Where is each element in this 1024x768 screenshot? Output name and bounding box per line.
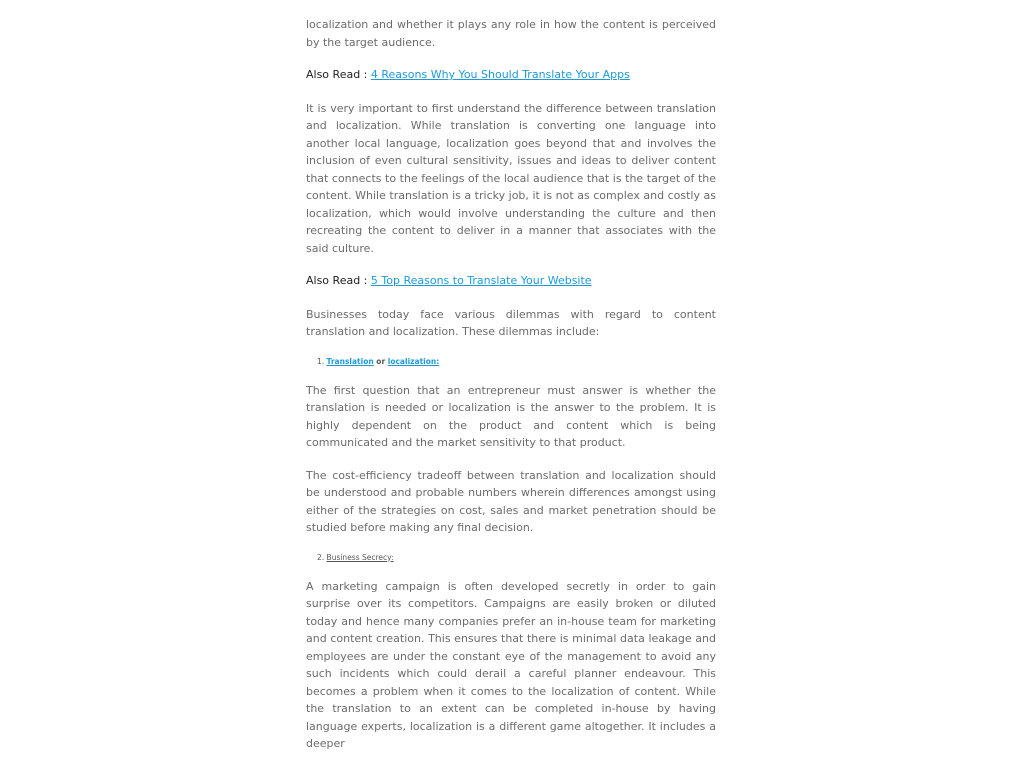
paragraph-cost-efficiency: The cost-efficiency tradeoff between translation and localization should be understood and probable numbers wherein differences amongst using either of the strategies on cost, sales and market penetration should be studied before making any final decision. (306, 468, 716, 534)
also-read-label: Also Read : (306, 68, 371, 81)
list-number: 2. (317, 552, 325, 562)
list-item-business-secrecy (317, 552, 716, 564)
list-number: 1. (317, 356, 325, 366)
also-read-website (306, 272, 716, 290)
also-read-label: Also Read : (306, 274, 371, 287)
link-translate-website[interactable]: 5 Top Reasons to Translate Your Website (370, 274, 592, 287)
link-translation[interactable]: Translation (326, 356, 374, 366)
list-item-connector: or (373, 356, 388, 366)
list-item-heading: Business Secrecy: (326, 552, 394, 562)
paragraph-translation-vs-localization: It is very important to first understand the difference between translation and localization. While translation is converting one language into another local language, localization goes beyond that and involves the inclusion of even cultural sensitivity, issues and ideas to deliver content that connects to the feelings of the local audience that is the target of the content. While translation is a tricky job, it is not as complex and costly as localization, which would involve understanding the culture and then recreating the content to deliver in a manner that associates with the said culture. (306, 101, 716, 255)
link-translate-apps[interactable]: 4 Reasons Why You Should Translate Your Apps (370, 68, 630, 81)
list-item-translation-or-localization (317, 356, 716, 368)
also-read-apps (306, 66, 716, 84)
paragraph-dilemmas-intro: Businesses today face various dilemmas with regard to content translation and localization. These dilemmas include: (306, 307, 716, 338)
paragraph-marketing-campaign: A marketing campaign is often developed secretly in order to gain surprise over its competitors. Campaigns are easily broken or diluted today and hence many companies prefer an in-house team for marketing and content creation. This ensures that there is minimal data leakage and employees are under the constant eye of the management to avoid any such incidents which could derail a careful planner endeavour. This becomes a problem when it comes to the localization of content. While the translation to an extent can be completed in-house by having language experts, localization is a different game altogether. It includes a deeper (306, 579, 716, 750)
article-body (306, 16, 716, 768)
paragraph-first-question: The first question that an entrepreneur must answer is whether the translation is needed or localization is the answer to the problem. It is highly dependent on the product and content which is being communicated and the market sensitivity to that product. (306, 383, 716, 449)
paragraph-intro-tail: localization and whether it plays any role in how the content is perceived by the target audience. (306, 18, 716, 49)
link-localization[interactable]: localization: (387, 356, 440, 366)
